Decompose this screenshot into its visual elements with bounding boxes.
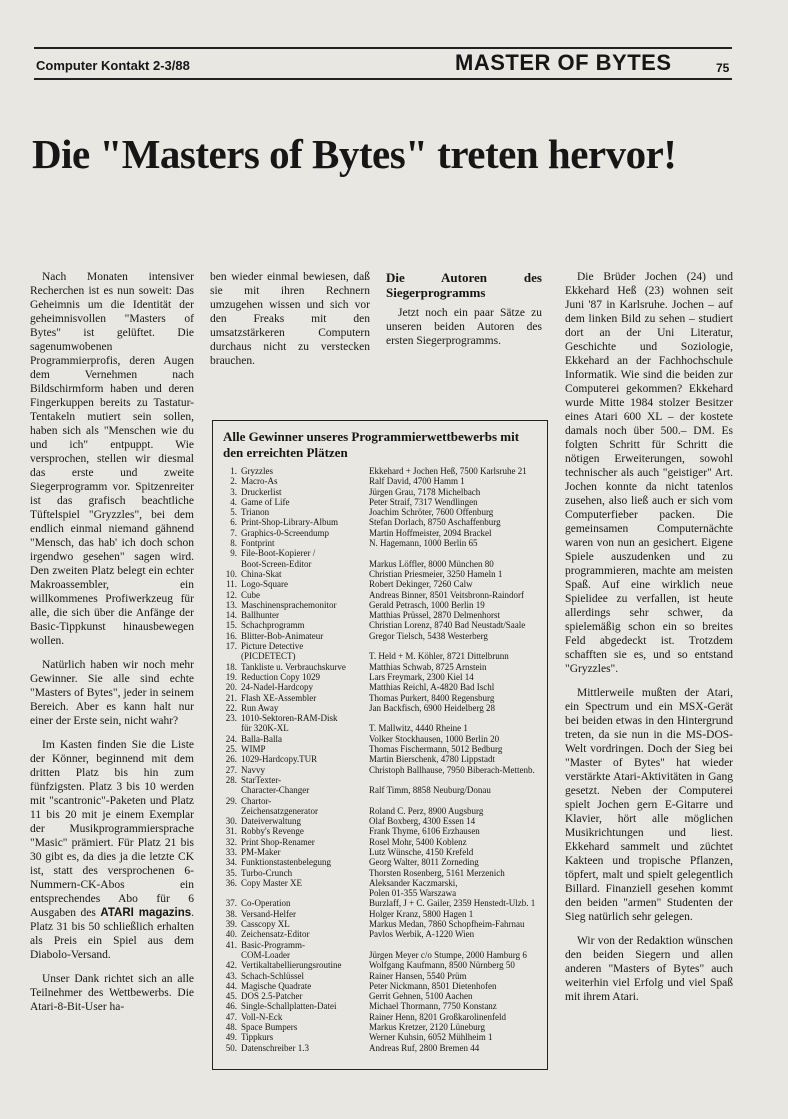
page-number: 75 [716,61,730,75]
winner-rank: 47. [225,1011,237,1022]
winner-rank: 16. [225,630,237,641]
winner-row [221,868,543,878]
winner-row [221,672,543,682]
winner-rank [221,950,241,960]
paragraph: Jetzt noch ein paar Sätze zu unseren beiden Autoren des ersten Siegerprogramms. [386,307,542,347]
winner-author: Rainer Henn, 8201 Großkarolinenfeld [369,1011,506,1022]
winner-row [221,971,543,981]
winner-program: Blitter-Bob-Animateur [241,630,324,641]
winner-row [221,888,543,898]
winner-program: 24-Nadel-Hardcopy [241,682,313,693]
winner-program: Druckerlist [241,486,282,497]
winner-row [221,497,543,507]
winner-row [221,620,543,630]
winner-row [221,703,543,713]
winner-rank: 6. [230,517,237,528]
winner-program: Graphics-0-Screendump [241,527,329,538]
winner-author: Markus Kretzer, 2120 Lüneburg [369,1022,485,1033]
winner-row [221,1001,543,1011]
winner-author: Gerald Petrasch, 1000 Berlin 19 [369,599,485,610]
winner-program: Magische Quadrate [241,980,312,991]
winner-author: Christian Priesmeier, 3250 Hameln 1 [369,568,503,579]
column-1 [30,270,194,1024]
winner-author: Andreas Binner, 8501 Veitsbronn-Raindorf [369,589,524,600]
winner-program: Print-Shop-Library-Album [241,517,338,528]
winner-rank: 23. [225,713,237,724]
winner-author: Thomas Fischermann, 5012 Bedburg [369,744,503,755]
winner-author [369,796,543,806]
winner-program: Print Shop-Renamer [241,836,315,847]
winner-author: Thorsten Rosenberg, 5161 Merzenich [369,867,505,878]
winner-author [369,940,543,950]
winner-author: Jürgen Meyer c/o Stumpe, 2000 Hamburg 6 [369,949,527,960]
winner-author: T. Held + M. Köhler, 8721 Dittelbrunn [369,651,509,662]
winner-rank: 37. [225,898,237,909]
winners-box-title: Alle Gewinner unseres Programmierwettbewerbs mit den erreichten Plätzen [223,429,520,460]
winner-program: China-Skat [241,568,282,579]
winner-program [241,888,369,898]
column-4 [565,270,733,1014]
winner-program: Tippkurs [241,1032,274,1043]
winner-row [221,909,543,919]
winner-row [221,528,543,538]
winner-author: Werner Kuhsin, 6052 Mühlheim 1 [369,1032,493,1043]
winner-author: Matthias Prüssel, 2870 Delmenhorst [369,610,500,621]
winner-rank: 8. [230,538,237,549]
winner-program: WIMP [241,744,266,755]
winner-author: Joachim Schröter, 7600 Offenburg [369,507,494,518]
winner-program: Schachprogramm [241,620,305,631]
winner-author: Martin Hoffmeister, 2094 Brackel [369,527,492,538]
winner-program: Basic-Programm- [241,939,305,950]
winner-row [221,517,543,527]
winner-rank [221,559,241,569]
winner-program: Navvy [241,764,265,775]
winner-author: Aleksander Kaczmarski, [369,877,458,888]
winner-rank [221,785,241,795]
winner-author: N. Hagemann, 1000 Berlin 65 [369,538,478,549]
winner-author [369,713,543,723]
winner-program: Gryzzles [241,466,273,476]
winner-program: Versand-Helfer [241,908,296,919]
winner-rank: 27. [225,764,237,775]
winner-author: Rainer Hansen, 5540 Prüm [369,970,467,981]
winner-program: Ballhunter [241,610,279,621]
winner-rank: 33. [225,846,237,857]
winner-row [221,826,543,836]
winner-rank: 3. [230,486,237,497]
winner-program: Macro-As [241,476,278,487]
winner-row [221,898,543,908]
winner-rank: 15. [225,620,237,631]
winner-program: DOS 2.5-Patcher [241,991,303,1002]
winner-row [221,837,543,847]
winner-row [221,1043,543,1053]
winner-rank: 4. [230,496,237,507]
subheading: Die Autoren des Siegerprogramms [386,270,542,300]
winner-author: Volker Stockhausen, 1000 Berlin 20 [369,733,500,744]
winner-rank: 9. [230,548,237,559]
winner-program: Fontprint [241,538,275,549]
winner-row [221,857,543,867]
winner-program: Reduction Copy 1029 [241,671,320,682]
winner-rank: 29. [225,795,237,806]
winner-rank: 42. [225,960,237,971]
winner-rank: 34. [225,857,237,868]
winner-rank: 31. [225,826,237,837]
winner-author: Wolfgang Kaufmann, 8500 Nürnberg 50 [369,960,515,971]
text-span: Im Kasten finden Sie die Liste der Könner, beginnend mit dem dritten Platz bis hin zum fünfzigsten. Platz 3 bis 10 werden mit "scantronic"-Paketen und Platz 11 bis 20 mit je einem Exemplar der Musikprogrammiersprache "Masic" prämiert. Für Platz 21 bis 30 gibt es, da dies ja die letzte CK ist, statt des versprochenen 6-Nummern-CK-Abos ein entsprechendes Abo für 6 Ausgaben des [30,739,194,919]
winner-row [221,940,543,950]
paragraph: Mittlerweile mußten der Atari, ein Spectrum und ein MSX-Gerät bei beiden etwas in den Hintergrund treten, da sie nun in die MS-DOS-Welt vordringen. Doch der Sieg bei "Master of Bytes" hat wieder verstärkte Atari-Aktivitäten in Gang gesetzt. Neben der Computerei spielt Jochen gern E-Gitarre und Klavier, hört alle möglichen Musikrichtungen und liest. Ekkehard sammelt und züchtet Kakteen und tropische Pflanzen, töpfert, malt und spielt gelegentlich Billard. Finanziell gesehen kommt den beiden "armen" Studenten der Sieg natürlich sehr gelegen. [565,687,733,923]
winner-row [221,1022,543,1032]
winner-program: Schach-Schlüssel [241,970,304,981]
winner-program: Voll-N-Eck [241,1011,283,1022]
winner-program: Funktionstastenbelegung [241,857,331,868]
headline: Die "Masters of Bytes" treten hervor! [32,131,677,177]
winner-program: Zeichensatz-Editor [241,929,310,940]
winner-rank: 10. [225,568,237,579]
winner-rank: 39. [225,919,237,930]
winner-rank: 1. [230,466,237,476]
winner-program: Trianon [241,507,270,518]
paragraph: Natürlich haben wir noch mehr Gewinner. Sie alle sind echte "Masters of Bytes", jeder in seinem Bereich. Aber es kann halt nur einer der Erste sein, nicht wahr? [30,659,194,727]
winner-program: Co-Operation [241,898,291,909]
column-2 [210,270,370,378]
winner-rank: 20. [225,682,237,693]
winner-author: T. Mallwitz, 4440 Rheine 1 [369,723,468,734]
winner-program: Picture Detective [241,641,304,652]
winner-program: StarTexter- [241,774,282,785]
paragraph: Die Brüder Jochen (24) und Ekkehard Heß (23) wohnen seit Juni '87 in Karlsruhe. Jochen – auf dem linken Bild zu sehen – studiert dort an der Uni Literatur, Geschichte und Soziologie, Ekkehard an der Fachhochschule Informatik. Wie sind die beiden zur Computerei gekommen? Ekkehard wurde Mitte 1984 stolzer Besitzer eines Atari 600 XL – der kostete damals noch über 500.– DM. Es folgten Schritt für Schritt die nötigen Erweiterungen, sowohl technischer als auch "geistiger" Art. Jochen konnte da nicht tatenlos zusehen, also ließ auch er sich vom Computerfieber packen. Die gemeinsamen Computernächte waren von nun an gesichert. Eigene Spiele auszudenken und zu programmieren, machte am meisten Spaß. Auf eine wirklich neue Spielidee zu verfallen, ist heute allerdings sehr schwer, da spielemäßig schon ein so breites Feld abgedeckt ist. Trotzdem schafften sie es, und so entstand "Gryzzles". [565,271,733,675]
winner-program: Casscopy XL [241,919,290,930]
winner-row [221,641,543,651]
winner-program: Copy Master XE [241,877,302,888]
winner-program: Run Away [241,702,279,713]
winner-rank: 45. [225,991,237,1002]
winner-author: Thomas Purkert, 8400 Regensburg [369,692,495,703]
winner-program: Chartor- [241,795,272,806]
winner-program: Flash XE-Assembler [241,692,317,703]
winner-program: PM-Maker [241,846,281,857]
winner-author: Martin Bierschenk, 4780 Lippstadt [369,754,495,765]
winner-row [221,806,543,816]
winner-row [221,723,543,733]
winner-rank: 44. [225,980,237,991]
winner-row [221,476,543,486]
winner-rank: 14. [225,610,237,621]
winner-row [221,744,543,754]
winner-author: Michael Thormann, 7750 Konstanz [369,1001,497,1012]
winner-author: Lars Freymark, 2300 Kiel 14 [369,671,474,682]
winner-rank: 21. [225,692,237,703]
winner-author: Peter Straif, 7317 Wendlingen [369,496,478,507]
winner-rank: 5. [230,507,237,518]
atari-magazin-logo-text: ATARI magazins [100,907,192,919]
winner-author: Peter Nickmann, 8501 Dietenhofen [369,980,497,991]
winner-program: 1010-Sektoren-RAM-Disk [241,713,338,724]
winner-author: Jürgen Grau, 7178 Michelbach [369,486,481,497]
winner-row [221,487,543,497]
winner-author: Matthias Reichl, A-4820 Bad Ischl [369,682,495,693]
winner-author: Robert Dekinger, 7260 Calw [369,579,473,590]
winner-author [369,775,543,785]
winner-row [221,734,543,744]
winner-row [221,1012,543,1022]
winner-author: Markus Löffler, 8000 München 80 [369,558,494,569]
winner-rank: 24. [225,733,237,744]
winner-author: Burzlaff, J + C. Gailer, 2359 Henstedt-Ulzb. 1 [369,898,536,909]
winner-program: Dateiverwaltung [241,816,301,827]
winner-row [221,765,543,775]
winner-author: Ralf David, 4700 Hamm 1 [369,476,465,487]
winner-row [221,466,543,476]
winner-rank: 17. [225,641,237,652]
winner-program: Cube [241,589,260,600]
winner-rank: 7. [230,527,237,538]
section-title: MASTER OF BYTES [455,50,672,75]
winner-author: Gregor Tielsch, 5438 Westerberg [369,630,488,641]
winner-program: Game of Life [241,496,290,507]
winner-rank: 22. [225,702,237,713]
winner-row [221,816,543,826]
winner-program: Space Bumpers [241,1022,298,1033]
paragraph: Wir von der Redaktion wünschen den beiden Siegern und allen anderen "Masters of Bytes" auch weiterhin viel Erfolg und viel Spaß mit ihrem Atari. [565,935,733,1003]
winner-row [221,610,543,620]
winner-program: Logo-Square [241,579,288,590]
winner-rank [221,806,241,816]
winner-row [221,569,543,579]
winner-program: File-Boot-Kopierer / [241,548,316,559]
winner-rank: 11. [226,579,237,590]
winner-author: Jan Backfisch, 6900 Heidelberg 28 [369,702,496,713]
winner-row [221,796,543,806]
winner-program: Zeichensatzgenerator [241,805,318,816]
header-rule-bottom [34,78,732,80]
winner-row [221,981,543,991]
winner-program: Boot-Screen-Editor [241,558,312,569]
winner-row [221,929,543,939]
paragraph [30,738,194,962]
winner-author: Christoph Ballhause, 7950 Biberach-Mettenb. [369,764,535,775]
winner-rank [221,888,241,898]
winner-rank: 28. [225,774,237,785]
winner-row [221,960,543,970]
winner-row [221,991,543,1001]
magazine-issue: Computer Kontakt 2-3/88 [36,58,190,73]
winner-row [221,754,543,764]
winner-row [221,878,543,888]
winner-program: COM-Loader [241,949,290,960]
winner-program: Vertikaltabellierungsroutine [241,960,342,971]
winner-program: 1029-Hardcopy.TUR [241,754,318,765]
winner-rank: 35. [225,867,237,878]
winner-program: Robby's Revenge [241,826,304,837]
column-3 [386,270,542,358]
winner-author: Pavlos Werbik, A-1220 Wien [369,929,475,940]
winner-row [221,919,543,929]
winner-author: Christian Lorenz, 8740 Bad Neustadt/Saale [369,620,526,631]
winner-author [369,641,543,651]
winner-row [221,507,543,517]
winner-author: Frank Thyme, 6106 Erzhausen [369,826,480,837]
winner-row [221,548,543,558]
winner-row [221,693,543,703]
winner-row [221,651,543,661]
winner-author: Matthias Schwab, 8725 Arnstein [369,661,487,672]
winner-rank: 48. [225,1022,237,1033]
winner-row [221,590,543,600]
winner-author: Markus Medan, 7860 Schopfheim-Fahrnau [369,919,525,930]
winner-row [221,579,543,589]
winner-author: Polen 01-355 Warszawa [369,888,457,899]
text-span: . Platz 31 bis 50 schließlich erhalten als Preis ein Spiel aus dem Diabolo-Versand. [30,907,194,961]
winner-row [221,950,543,960]
winner-row [221,1032,543,1042]
winner-program: Turbo-Crunch [241,867,293,878]
winner-rank [221,723,241,733]
winner-program: Datenschreiber 1.3 [241,1042,309,1053]
winner-author: Olaf Boxberg, 4300 Essen 14 [369,816,476,827]
winner-rank: 46. [225,1001,237,1012]
winner-rank: 30. [225,816,237,827]
winner-author: Roland C. Perz, 8900 Augsburg [369,805,484,816]
winner-row [221,538,543,548]
winner-rank: 50. [225,1042,237,1053]
winner-row [221,559,543,569]
paragraph: Unser Dank richtet sich an alle Teilnehmer des Wettbewerbs. Die Atari-8-Bit-User ha- [30,973,194,1013]
winner-author [369,548,543,558]
winner-rank: 26. [225,754,237,765]
winner-row [221,775,543,785]
winner-row [221,631,543,641]
winner-rank: 13. [225,599,237,610]
winner-program: Balla-Balla [241,733,282,744]
winners-list [221,466,543,1053]
winner-author: Georg Walter, 8011 Zorneding [369,857,479,868]
winner-rank: 38. [225,908,237,919]
winner-row [221,785,543,795]
winner-rank: 2. [230,476,237,487]
winner-rank: 41. [225,939,237,950]
winner-author: Holger Kranz, 5800 Hagen 1 [369,908,474,919]
winner-rank: 43. [225,970,237,981]
winner-author: Ralf Timm, 8858 Neuburg/Donau [369,785,491,796]
winner-author: Andreas Ruf, 2800 Bremen 44 [369,1042,480,1053]
winner-rank: 32. [225,836,237,847]
winner-row [221,713,543,723]
winner-author: Ekkehard + Jochen Heß, 7500 Karlsruhe 21 [369,466,527,476]
winner-program: Character-Changer [241,785,310,796]
winner-row [221,847,543,857]
winner-rank: 40. [225,929,237,940]
winner-author: Gerrit Gehnen, 5100 Aachen [369,991,473,1002]
winner-rank: 49. [225,1032,237,1043]
winner-program: Maschinensprachemonitor [241,599,337,610]
winners-box [212,420,548,1070]
paragraph: Nach Monaten intensiver Recherchen ist es nun soweit: Das Geheimnis um die Identität der geheimnisvollen "Masters of Bytes" ist gelüftet. Die sagenumwobenen Programmierprofis, deren Augen dem Vernehmen nach Bildschirmform haben und deren Fingerkuppen bereits zu Tastatur-Tentakeln mutiert sein sollen, haben sich als "Menschen wie du und ich" entpuppt. Wie versprochen, stellen wir diesmal das erste und zweite Siegerprogramm vor. Spitzenreiter ist das grafisch beachtliche Tüftelspiel "Gryzzles", bei dem endlich einmal niemand gähnend "Mensch, das hab' ich doch schon irgendwo gesehen" sagen wird. Den zweiten Platz belegt ein echter Makroassembler, ein willkommenes Profiwerkzeug für alle, die sich über die Anfänge der Basic-Tippkunst hinausbewegen wollen. [30,271,194,647]
winner-rank [221,651,241,661]
paragraph: ben wieder einmal bewiesen, daß sie mit ihren Rechnern umzugehen wissen und sich vor den Freaks mit den umsatzstärkeren Computern durchaus nicht zu verstecken brauchen. [210,271,370,367]
winner-rank: 18. [225,661,237,672]
header-rule-top [34,47,732,49]
winner-rank: 25. [225,744,237,755]
winner-row [221,682,543,692]
winner-program: Single-Schallplatten-Datei [241,1001,337,1012]
winner-rank: 36. [225,877,237,888]
winner-author: Rosel Mohr, 5400 Koblenz [369,836,467,847]
winner-author: Stefan Dorlach, 8750 Aschaffenburg [369,517,501,528]
winner-author: Lutz Wünsche, 4150 Krefeld [369,846,474,857]
winner-rank: 12. [225,589,237,600]
winner-row [221,662,543,672]
winner-program: für 320K-XL [241,723,289,734]
winner-program: (PICDETECT) [241,651,296,662]
winner-row [221,600,543,610]
winner-rank: 19. [225,671,237,682]
winner-program: Tankliste u. Verbrauchskurve [241,661,346,672]
